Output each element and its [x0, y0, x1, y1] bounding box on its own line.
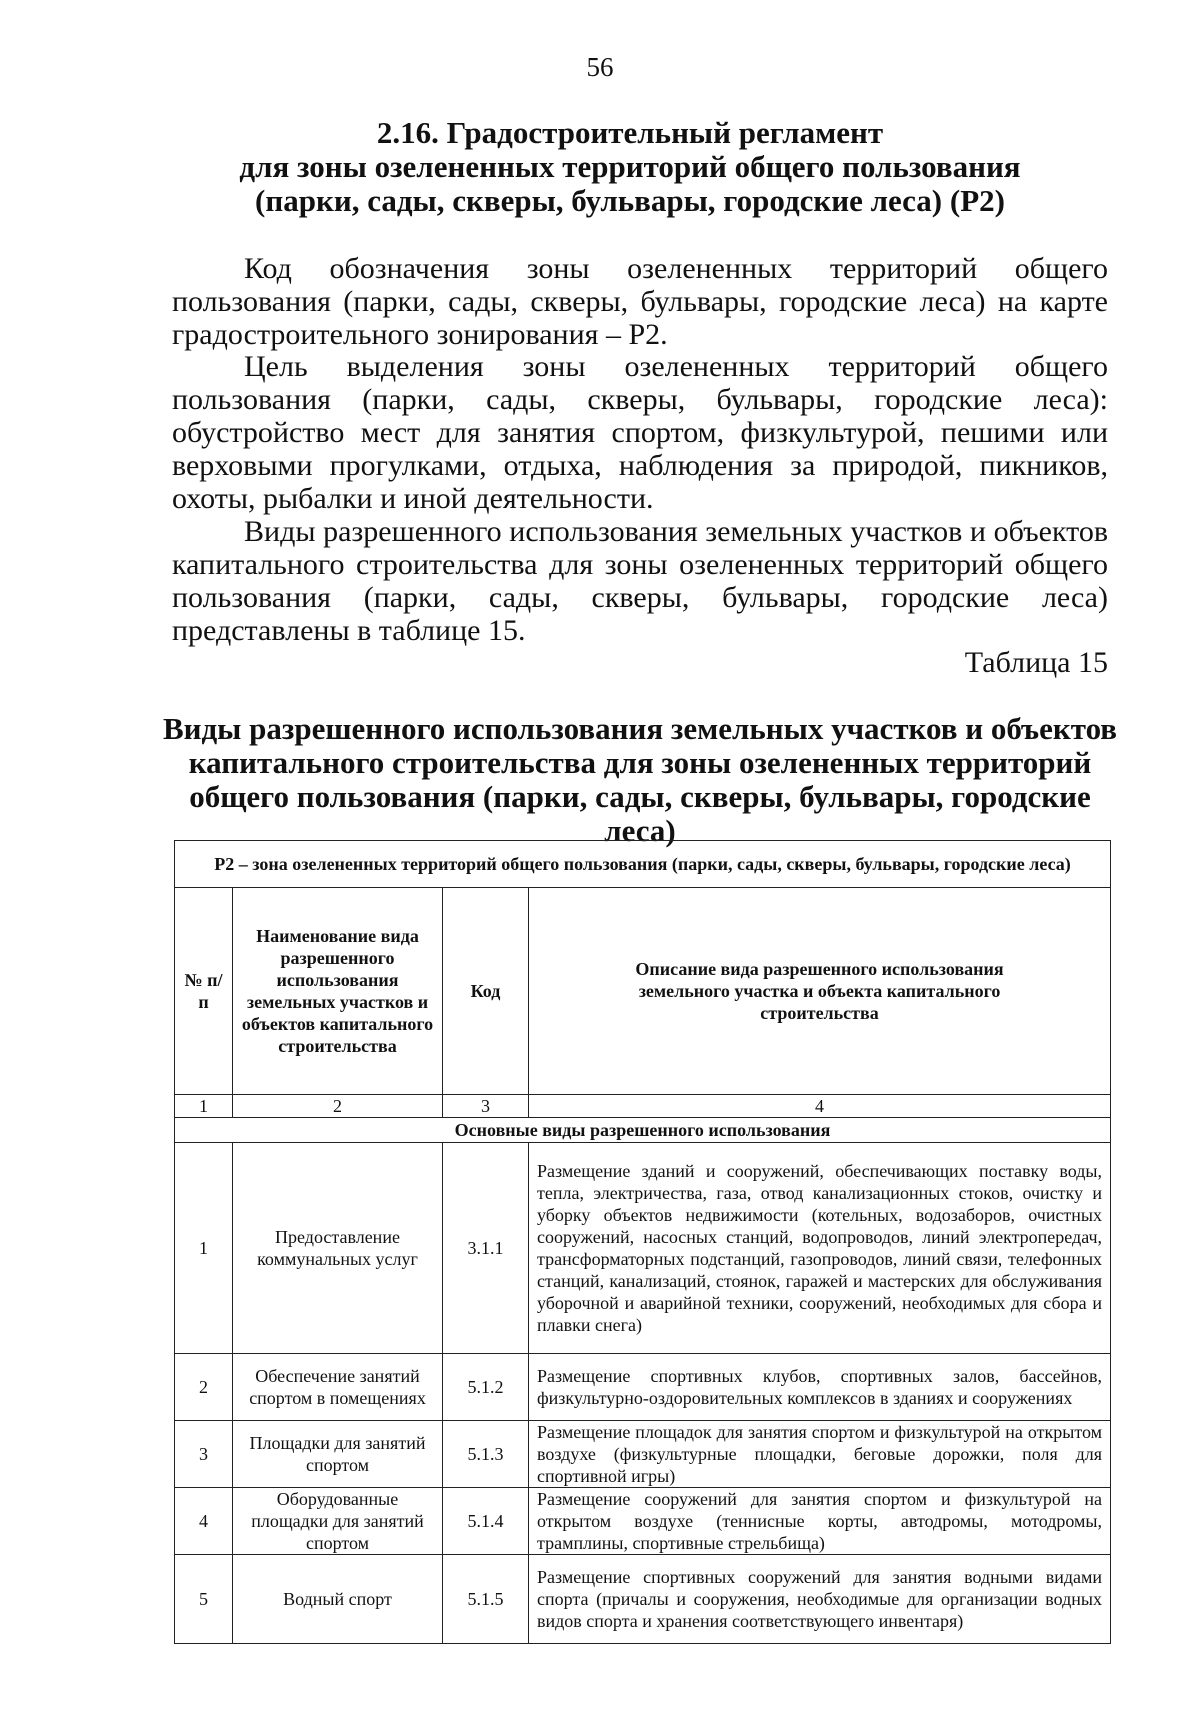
header-code: Код: [443, 888, 529, 1095]
section-title-line: 2.16. Градостроительный регламент: [376, 115, 884, 150]
table-title-line: общего пользования (парки, сады, скверы, бульвары, городские леса): [189, 779, 1091, 848]
page-number: 56: [586, 52, 614, 82]
row-description: Размещение сооружений для занятия спортом и физкультурой на открытом воздухе (теннисные корты, автодромы, мотодромы, трамплины, спортивные стрельбища): [529, 1488, 1111, 1555]
row-description: Размещение зданий и сооружений, обеспечивающих поставку воды, тепла, электричества, газа, отвод канализационных стоков, очистку и уборку объектов недвижимости (котельных, водозаборов, очистных сооружений, насосных станций, водопроводов, линий электропередач, трансформаторных подстанций, газопроводов, линий связи, телефонных станций, канализаций, стоянок, гаражей и мастерских для обслуживания уборочной и аварийной техники, сооружений, необходимых для сбора и плавки снега): [529, 1143, 1111, 1354]
column-number: 1: [175, 1095, 233, 1118]
table-row: [175, 1421, 1111, 1488]
group-row: [175, 1118, 1111, 1143]
row-number: 5: [175, 1555, 233, 1644]
row-description: Размещение спортивных сооружений для занятия водными видами спорта (причалы и сооружения, необходимые для организации водных видов спорта и хранения соответствующего инвентаря): [529, 1555, 1111, 1644]
paragraph-zone-code: Код обозначения зоны озелененных территорий общего пользования (парки, сады, скверы, бульвары, городские леса) на карте градостроительного зонирования – Р2.: [172, 252, 1108, 351]
row-number: 4: [175, 1488, 233, 1555]
paragraph-table-reference: Виды разрешенного использования земельных участков и объектов капитального строительства для зоны озелененных территорий общего пользования (парки, сады, скверы, бульвары, городские леса) представлены в таблице 15.: [172, 515, 1108, 647]
row-use-name: Предоставление коммунальных услуг: [233, 1143, 443, 1354]
column-number: 3: [443, 1095, 529, 1118]
row-code: 5.1.5: [443, 1555, 529, 1644]
zone-header-row: [175, 841, 1111, 888]
row-code: 3.1.1: [443, 1143, 529, 1354]
row-description: Размещение спортивных клубов, спортивных залов, бассейнов, физкультурно-оздоровительных комплексов в зданиях и сооружениях: [529, 1354, 1111, 1421]
header-description: Описание вида разрешенного использования земельного участка и объекта капитального строительства: [529, 888, 1111, 1095]
group-title: Основные виды разрешенного использования: [175, 1118, 1111, 1143]
table-title-line: Виды разрешенного использования земельных участков и объектов: [162, 711, 1118, 746]
row-use-name: Площадки для занятий спортом: [233, 1421, 443, 1488]
section-title-line: (парки, сады, скверы, бульвары, городские леса) (Р2): [255, 183, 1005, 218]
table-row: [175, 1143, 1111, 1354]
row-use-name: Оборудованные площадки для занятий спортом: [233, 1488, 443, 1555]
paragraph-zone-purpose: Цель выделения зоны озелененных территорий общего пользования (парки, сады, скверы, бульвары, городские леса): обустройство мест для занятия спортом, физкультурой, пешими или верховыми прогулками, отдыха, наблюдения за природой, пикников, охоты, рыбалки и иной деятельности.: [172, 350, 1108, 515]
row-use-name: Обеспечение занятий спортом в помещениях: [233, 1354, 443, 1421]
table-row: [175, 1354, 1111, 1421]
table-row: [175, 1555, 1111, 1644]
row-number: 2: [175, 1354, 233, 1421]
table-title: [160, 712, 1120, 848]
section-title-line: для зоны озелененных территорий общего пользования: [239, 149, 1021, 184]
column-header-row: [175, 888, 1111, 1095]
zone-header-cell: Р2 – зона озелененных территорий общего пользования (парки, сады, скверы, бульвары, городские леса): [175, 841, 1111, 888]
column-number: 4: [529, 1095, 1111, 1118]
header-use-name: Наименование вида разрешенного использования земельных участков и объектов капитального строительства: [233, 888, 443, 1095]
section-title: [170, 116, 1090, 218]
table-label: Таблица 15: [964, 646, 1108, 679]
permitted-use-table: [174, 840, 1111, 1644]
row-number: 1: [175, 1143, 233, 1354]
table-row: [175, 1488, 1111, 1555]
row-use-name: Водный спорт: [233, 1555, 443, 1644]
row-description: Размещение площадок для занятия спортом и физкультурой на открытом воздухе (физкультурные площадки, беговые дорожки, поля для спортивной игры): [529, 1421, 1111, 1488]
row-number: 3: [175, 1421, 233, 1488]
row-code: 5.1.2: [443, 1354, 529, 1421]
row-code: 5.1.4: [443, 1488, 529, 1555]
row-code: 5.1.3: [443, 1421, 529, 1488]
column-number-row: [175, 1095, 1111, 1118]
column-number: 2: [233, 1095, 443, 1118]
header-number: № п/п: [175, 888, 233, 1095]
table-title-line: капитального строительства для зоны озелененных территорий: [188, 745, 1092, 780]
